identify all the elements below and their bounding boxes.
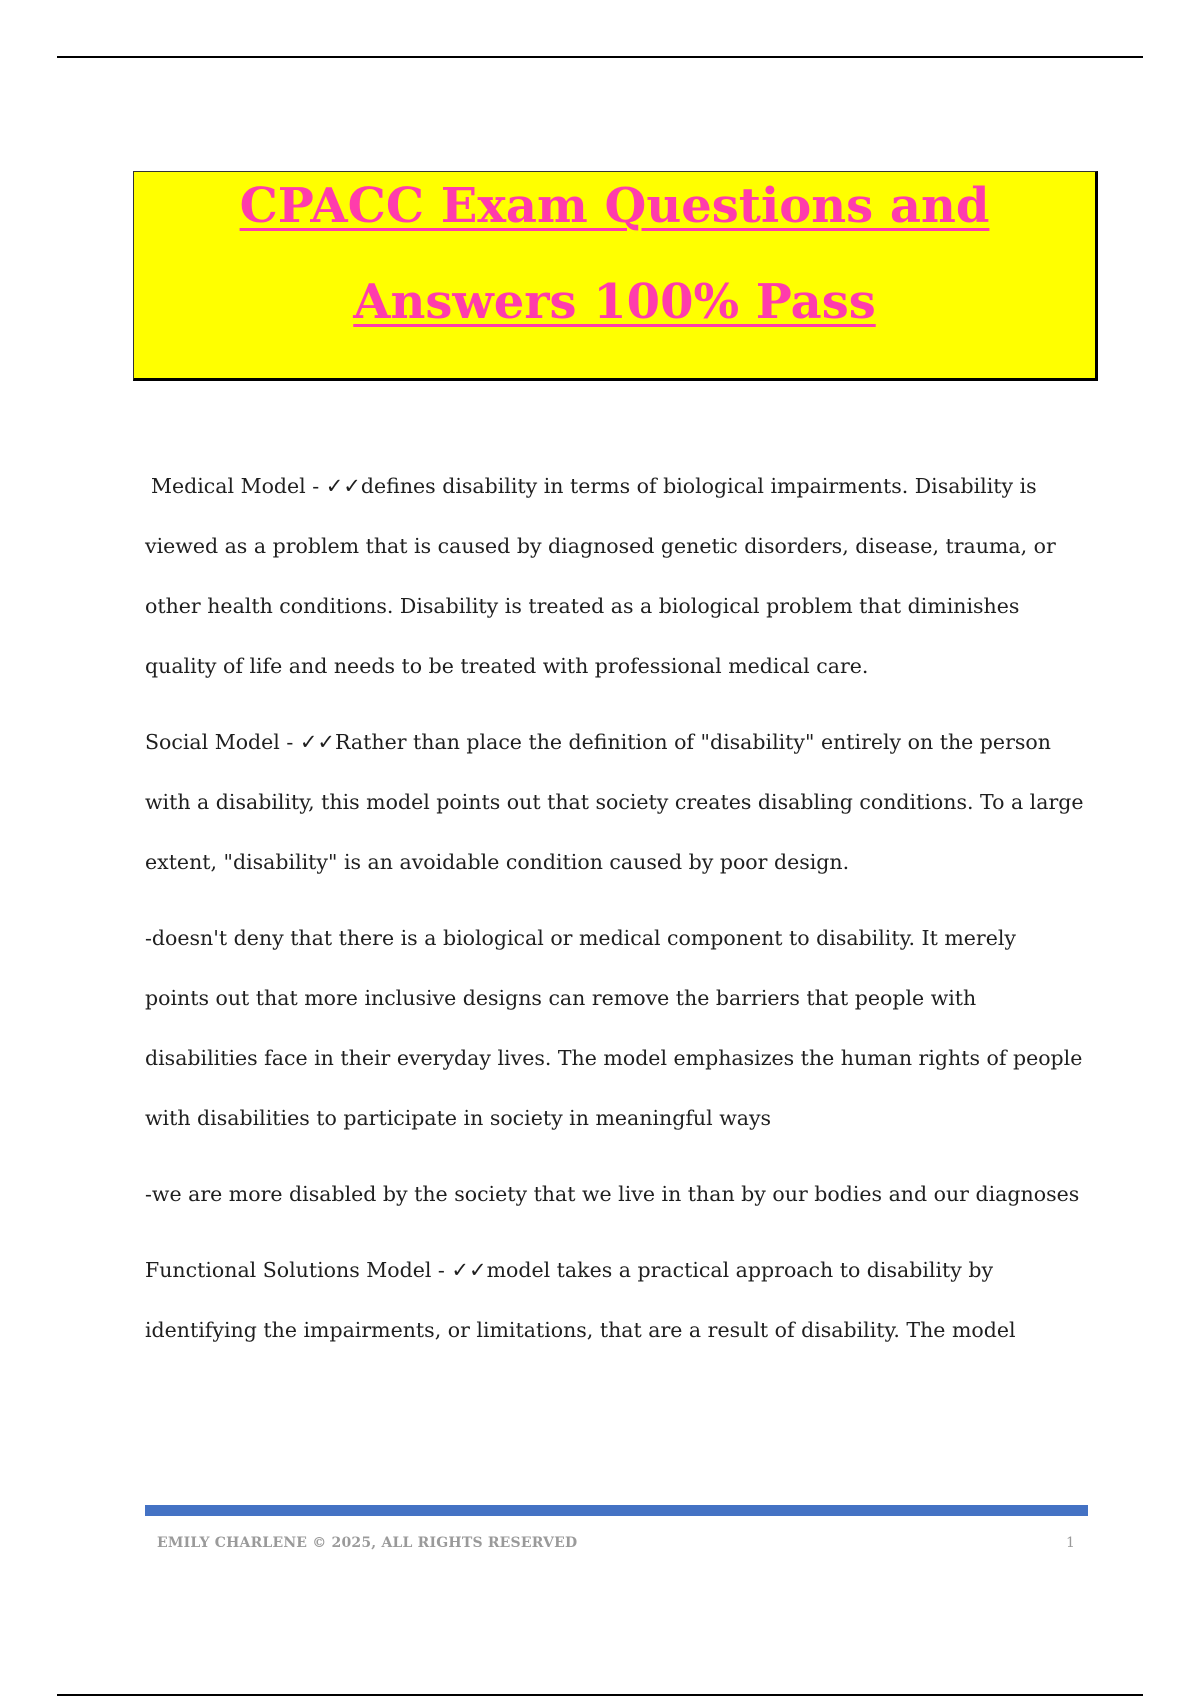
entry-term: Medical Model - (151, 474, 326, 498)
page-number: 1 (1066, 1535, 1075, 1551)
footer-copyright: EMILY CHARLENE © 2025, ALL RIGHTS RESERVED (157, 1535, 578, 1551)
double-check-icon: ✓✓ (299, 730, 336, 754)
double-check-icon: ✓✓ (325, 474, 361, 498)
social-model-note-2 (145, 1164, 1085, 1224)
entry-definition: -doesn't deny that there is a biological or medical component to disability. It merely points out that more inclusive designs can remove the barriers that people with disabilities face in their everyday lives. The model emphasizes the human rights of people with disabilities to participate in society in meaningful ways (145, 926, 1083, 1130)
entry-social-model (145, 712, 1085, 892)
title-box (133, 171, 1098, 381)
bottom-rule (57, 1694, 1143, 1696)
entry-term: Functional Solutions Model - (145, 1258, 452, 1282)
entry-term: Social Model - (145, 730, 300, 754)
header-rule (57, 56, 1143, 58)
entry-definition: Rather than place the definition of "disability" entirely on the person with a disability, this model points out that society creates disabling conditions. To a large extent, "disability" is an avoidable condition caused by poor design. (145, 730, 1084, 874)
document-title-line-1: CPACC Exam Questions and (239, 178, 990, 234)
entry-functional-solutions-model (145, 1240, 1085, 1360)
document-body (145, 456, 1085, 1360)
entry-definition: -we are more disabled by the society that we live in than by our bodies and our diagnoses (145, 1182, 1080, 1206)
entry-medical-model (145, 456, 1085, 696)
entry-definition: defines disability in terms of biological impairments. Disability is viewed as a problem that is caused by diagnosed genetic disorders, disease, trauma, or other health conditions. Disability is treated as a biological problem that diminishes quality of life and needs to be treated with professional medical care. (145, 474, 1056, 678)
footer-bar (145, 1505, 1088, 1516)
double-check-icon: ✓✓ (451, 1258, 487, 1282)
entry-definition: model takes a practical approach to disability by identifying the impairments, or limitations, that are a result of disability. The model (145, 1258, 1016, 1342)
social-model-note-1 (145, 908, 1085, 1148)
document-title-line-2: Answers 100% Pass (353, 274, 876, 330)
